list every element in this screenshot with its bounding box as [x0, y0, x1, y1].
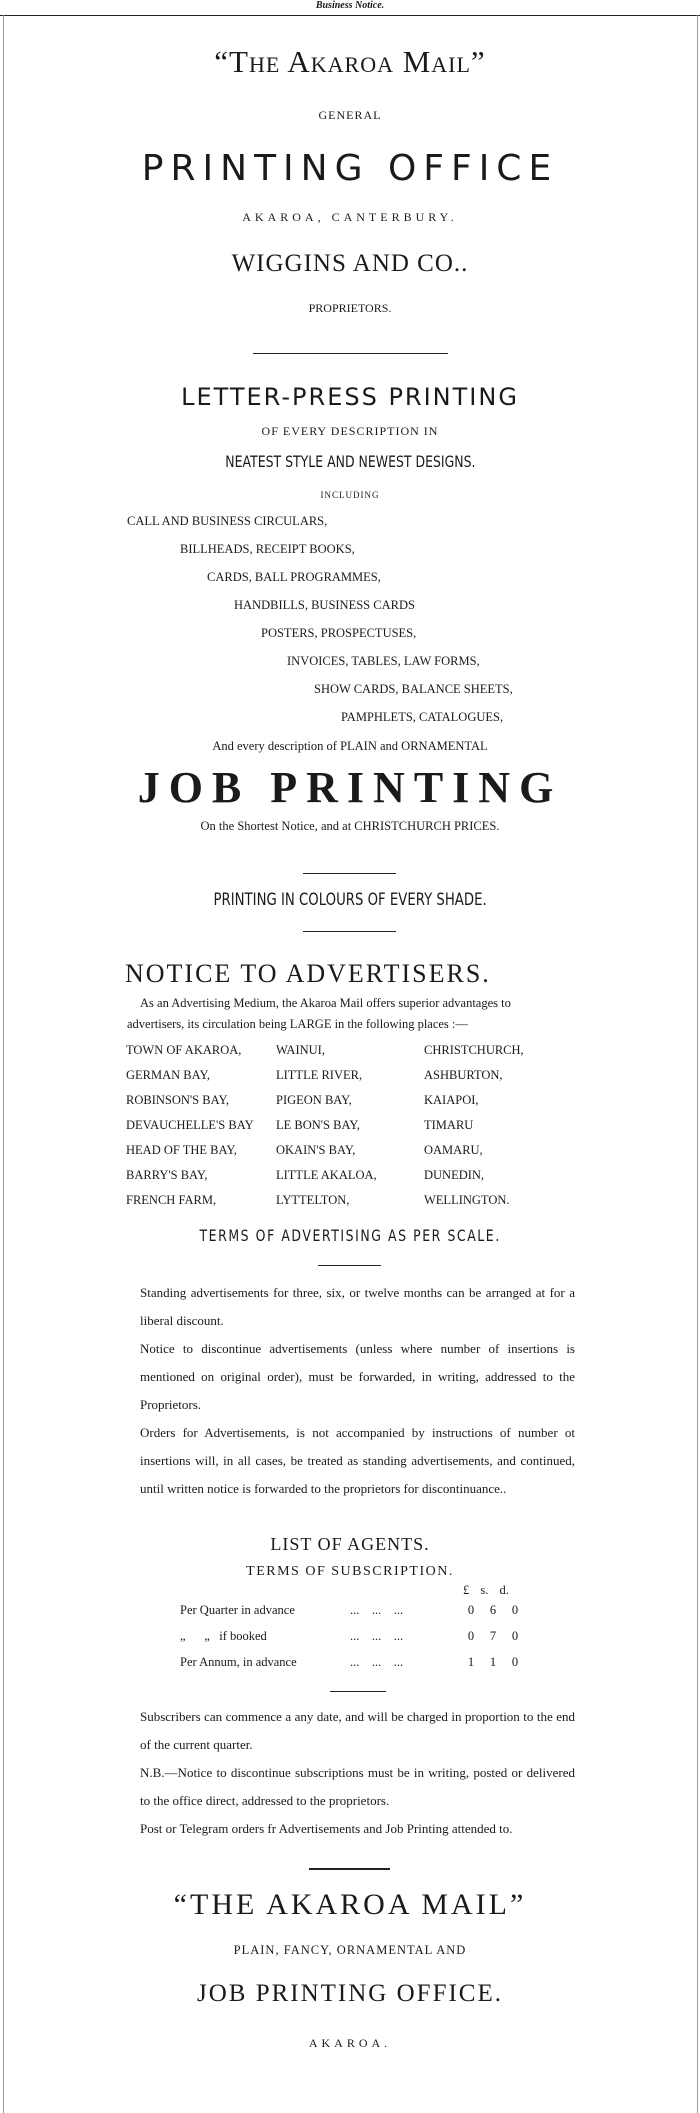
left-column-rule — [3, 15, 4, 2113]
table-cell: GERMAN BAY, — [126, 1068, 211, 1082]
shilling-value: 1 — [489, 1654, 497, 1669]
paragraph: Notice to discontinue advertisements (unless where number of insertions is mentioned on original order), must be forwarded, in writing, addressed to the Proprietors. — [140, 1341, 575, 1412]
table-row — [126, 1063, 524, 1088]
table-cell: LITTLE RIVER, — [276, 1068, 363, 1082]
table-cell: BARRY'S BAY, — [126, 1168, 208, 1182]
pence-value: 0 — [511, 1628, 519, 1643]
advertisers-paragraphs — [140, 1279, 575, 1503]
letterpress-title: LETTER-PRESS PRINTING — [181, 383, 519, 411]
letterpress-neatest — [0, 452, 700, 471]
short-rule — [309, 1868, 390, 1870]
right-column-rule — [697, 15, 698, 2113]
list-item: CARDS, BALL PROGRAMMES, — [207, 570, 381, 584]
pence-value: 0 — [511, 1602, 519, 1617]
table-cell: ROBINSON'S BAY, — [126, 1093, 229, 1107]
advertisers-intro-2: advertisers, its circulation being LARGE in the following places :— — [127, 1017, 468, 1031]
job-printing: JOB PRINTING — [137, 763, 563, 812]
table-row — [126, 1138, 524, 1163]
table-cell: WAINUI, — [276, 1043, 325, 1057]
masthead-office: PRINTING OFFICE — [141, 148, 559, 189]
table-cell: LITTLE AKALOA, — [276, 1168, 377, 1182]
table-cell: OKAIN'S BAY, — [276, 1143, 356, 1157]
paragraph: Standing advertisements for three, six, or twelve months can be arranged at for a liberal discount. — [140, 1285, 575, 1328]
masthead-proprietors: PROPRIETORS. — [308, 301, 392, 315]
table-cell: LE BON'S BAY, — [276, 1118, 360, 1132]
currency-header — [463, 1583, 509, 1598]
table-cell: LYTTELTON, — [276, 1193, 350, 1207]
footer-plain: PLAIN, FANCY, ORNAMENTAL AND — [233, 1943, 467, 1957]
shortest-notice: On the Shortest Notice, and at CHRISTCHURCH PRICES. — [200, 819, 500, 833]
colours-line — [0, 890, 700, 910]
masthead-general: GENERAL — [318, 108, 382, 122]
ornamental-rule — [253, 353, 448, 354]
every-description: And every description of PLAIN and ORNAMENTAL — [212, 739, 488, 753]
agents-title: LIST OF AGENTS. — [270, 1534, 430, 1554]
table-cell: KAIAPOI, — [424, 1093, 479, 1107]
table-row — [126, 1038, 524, 1063]
pence-label: d. — [499, 1583, 509, 1597]
places-table — [126, 1038, 524, 1213]
table-row — [180, 1597, 526, 1623]
shilling-value: 6 — [489, 1602, 497, 1617]
page-header: Business Notice. — [315, 0, 385, 11]
table-row — [126, 1163, 524, 1188]
paragraph: N.B.—Notice to discontinue subscriptions must be in writing, posted or delivered to the office direct, addressed to the proprietors. — [140, 1765, 575, 1808]
terms-text: TERMS OF ADVERTISING AS PER SCALE. — [199, 1226, 501, 1245]
list-item: BILLHEADS, RECEIPT BOOKS, — [180, 542, 355, 556]
footer-paper-name: “THE AKAROA MAIL” — [173, 1888, 527, 1921]
ornamental-rule — [303, 873, 396, 874]
table-cell: DUNEDIN, — [424, 1168, 485, 1182]
table-cell: TIMARU — [424, 1118, 474, 1132]
shilling-label: s. — [480, 1583, 489, 1597]
list-item: PAMPHLETS, CATALOGUES, — [341, 710, 504, 724]
subscription-label: „ „ if booked — [180, 1628, 267, 1643]
table-cell: DEVAUCHELLE'S BAY — [126, 1118, 254, 1132]
short-rule — [318, 1265, 381, 1266]
letterpress-including: INCLUDING — [320, 490, 380, 500]
table-row — [126, 1113, 524, 1138]
advertisers-title: NOTICE TO ADVERTISERS. — [125, 959, 491, 988]
subscription-dots: ... ... ... — [350, 1602, 404, 1617]
footer-akaroa: AKAROA. — [308, 2036, 392, 2050]
masthead-title: “The Akaroa Mail” — [214, 44, 486, 79]
letterpress-of-every: OF EVERY DESCRIPTION IN — [261, 424, 439, 438]
table-row — [126, 1188, 524, 1213]
subscription-label: Per Quarter in advance — [180, 1602, 295, 1617]
subscription-dots: ... ... ... — [350, 1654, 404, 1669]
table-cell: TOWN OF AKAROA, — [126, 1043, 242, 1057]
list-item: HANDBILLS, BUSINESS CARDS — [234, 598, 415, 612]
list-item: POSTERS, PROSPECTUSES, — [261, 626, 417, 640]
masthead-location: AKAROA, CANTERBURY. — [242, 210, 458, 224]
paragraph: Post or Telegram orders fr Advertisements and Job Printing attended to. — [140, 1821, 513, 1836]
agents-terms: TERMS OF SUBSCRIPTION. — [246, 1564, 454, 1579]
list-item: CALL AND BUSINESS CIRCULARS, — [127, 514, 328, 528]
masthead-firm: WIGGINS AND CO.. — [231, 250, 469, 277]
subscription-label: Per Annum, in advance — [180, 1654, 297, 1669]
pence-value: 0 — [511, 1654, 519, 1669]
list-item: INVOICES, TABLES, LAW FORMS, — [287, 654, 480, 668]
ornamental-rule — [303, 931, 396, 932]
table-cell: CHRISTCHURCH, — [424, 1043, 524, 1057]
short-rule — [330, 1691, 386, 1692]
pound-value: 1 — [467, 1654, 475, 1669]
shilling-value: 7 — [489, 1628, 497, 1643]
paragraph: Subscribers can commence a any date, and will be charged in proportion to the end of the current quarter. — [140, 1709, 575, 1752]
neatest-text: NEATEST STYLE AND NEWEST DESIGNS. — [224, 452, 476, 471]
pound-value: 0 — [467, 1628, 475, 1643]
table-cell: FRENCH FARM, — [126, 1193, 217, 1207]
table-row — [180, 1649, 526, 1675]
paragraph: Orders for Advertisements, is not accompanied by instructions of number ot insertions will, in all cases, be treated as standing advertisements, and continued, until written notice is forwarded to the proprietors for discontinuance.. — [140, 1425, 575, 1496]
footer-job-office: JOB PRINTING OFFICE. — [196, 1980, 503, 2007]
table-cell: HEAD OF THE BAY, — [126, 1143, 237, 1157]
table-cell: OAMARU, — [424, 1143, 483, 1157]
table-cell: WELLINGTON. — [424, 1193, 510, 1207]
header-rule — [0, 15, 700, 16]
pound-value: 0 — [467, 1602, 475, 1617]
list-item: SHOW CARDS, BALANCE SHEETS, — [314, 682, 513, 696]
subscription-dots: ... ... ... — [350, 1628, 404, 1643]
table-row — [126, 1088, 524, 1113]
table-cell: ASHBURTON, — [424, 1068, 503, 1082]
subscription-table — [180, 1597, 526, 1675]
terms-of-advertising — [0, 1226, 700, 1245]
agents-paragraphs — [140, 1703, 575, 1843]
colours-text: PRINTING IN COLOURS OF EVERY SHADE. — [213, 890, 487, 910]
table-row — [180, 1623, 526, 1649]
pound-label: £ — [463, 1583, 470, 1597]
table-cell: PIGEON BAY, — [276, 1093, 352, 1107]
advertisers-intro-1: As an Advertising Medium, the Akaroa Mail offers superior advantages to — [140, 996, 511, 1010]
